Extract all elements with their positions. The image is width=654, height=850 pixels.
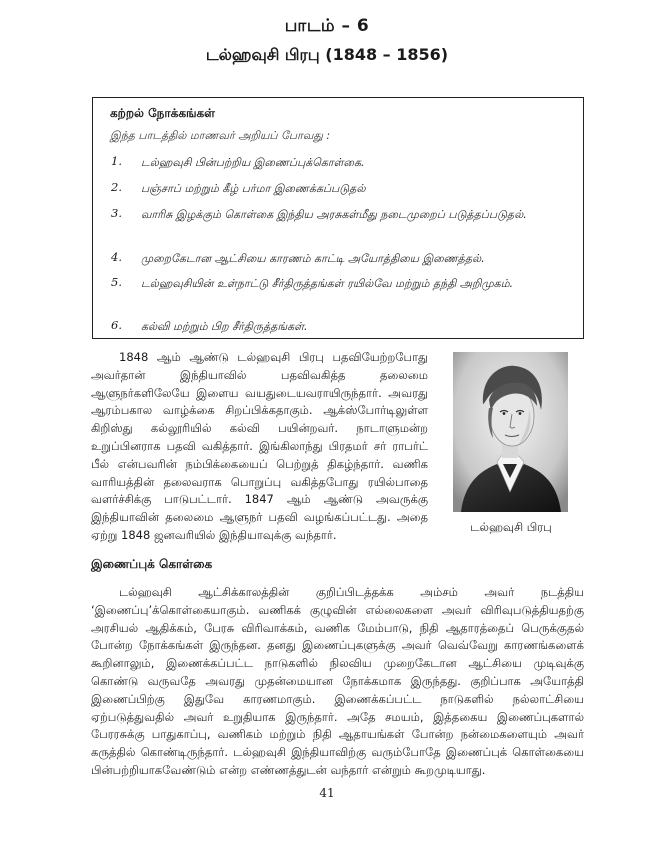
annexation-heading: இணைப்புக் கொள்கை [91, 557, 213, 571]
page-title: டல்ஹவுசி பிரபு (1848 – 1856) [205, 45, 449, 64]
objectives-heading: கற்றல் நோக்கங்கள் [110, 106, 216, 120]
objective-text: கல்வி மற்றும் பிற சீர்திருத்தங்கள். [141, 320, 308, 333]
objective-text: வாரிசு இழக்கும் கொள்கை இந்திய அரசுகள்மீது நடைமுறைப் படுத்தப்படுதல். [141, 208, 527, 221]
objective-number: 3. [111, 206, 122, 220]
portrait-caption: டல்ஹவுசி பிரபு [470, 520, 552, 534]
objective-text: டல்ஹவுசியின் உள்நாட்டு சீர்திருத்தங்கள் ரயில்வே மற்றும் தந்தி அறிமுகம். [141, 277, 514, 290]
objectives-intro: இந்த பாடத்தில் மாணவர் அறியப் போவது : [110, 129, 331, 142]
learning-objectives-box [92, 97, 584, 339]
page-number: 41 [319, 786, 335, 800]
intro-paragraph: 1848 ஆம் ஆண்டு டல்ஹவுசி பிரபு பதவியேற்றபோது அவர்தான் இந்தியாவில் பதவிவகித்த தலைமை ஆளுநர்களிலேயே இளைய வயதுடையவராயிருந்தார். அவரது ஆரம்பகால வாழ்க்கை சிறப்பிக்கதாகும். ஆக்ஸ்போர்டிலுள்ள கிறிஸ்து கல்லூரியில் கல்வி பயின்றவர். நாடாளுமன்ற உறுப்பினராக பதவி வகித்தார். இங்கிலாந்து பிரதமர் சர் ராபர்ட் பீல் என்பவரின் நம்பிக்கையைப் பெற்றுத் திகழ்ந்தார். வணிக வாரியத்தின் தலைவராக பொறுப்பு வகித்தபோது ரயில்பாதை வளர்ச்சிக்கு பாடுபட்டார். 1847 ஆம் ஆண்டு அவருக்கு இந்தியாவின் தலைமை ஆளுநர் பதவி வழங்கப்பட்டது. அதை ஏற்று 1848 ஜனவரியில் இந்தியாவுக்கு வந்தார். [91, 350, 428, 542]
objective-number: 1. [111, 154, 122, 168]
dalhousie-portrait-image [453, 352, 568, 512]
objective-text: முறைகேடான ஆட்சியை காரணம் காட்டி அயோத்தியை இணைத்தல். [141, 252, 485, 265]
objective-text: பஞ்சாப் மற்றும் கீழ் பர்மா இணைக்கப்படுதல் [141, 182, 366, 195]
objective-number: 4. [111, 250, 122, 264]
objective-text: டல்ஹவுசி பின்பற்றிய இணைப்புக்கொள்கை. [141, 156, 365, 169]
objective-number: 2. [111, 180, 122, 194]
objective-number: 5. [111, 275, 122, 289]
lesson-number: பாடம் – 6 [284, 16, 370, 36]
objective-number: 6. [111, 318, 122, 332]
annexation-paragraph: டல்ஹவுசி ஆட்சிக்காலத்தின் குறிப்பிடத்தக்க அம்சம் அவர் நடத்திய ‘இணைப்பு’க்கொள்கையாகும். வணிகக் குழுவின் எல்லைகளை அவர் விரிவுபடுத்தியதற்கு அரசியல் ஆதிக்கம், பேரசு விரிவாக்கம், வணிக மேம்பாடு, நிதி ஆதாரத்தைப் பெருக்குதல் போன்ற நோக்கங்கள் இருந்தன. தனது இணைப்புகளுக்கு அவர் வெவ்வேறு காரணங்களைக் கூறினாலும், இணைக்கப்பட்ட நாடுகளில் நிலவிய முறைகேடான ஆட்சியை முடிவுக்கு கொண்டு வருவதே அவரது முதன்மையான நோக்கமாக இருந்தது. குறிப்பாக அயோத்தி இணைப்பிற்கு இதுவே காரணமாகும். இணைக்கப்பட்ட நாடுகளில் நல்லாட்சியை ஏற்படுத்துவதில் அவர் உறுதியாக இருந்தார். அதே சமயம், இத்தகைய இணைப்புகளால் பேரரசுக்கு பாதுகாப்பு, வணிகம் மற்றும் நிதி ஆதாயங்கள் போன்ற நன்மைகளையும் அவர் கருத்தில் கொண்டிருந்தார். டல்ஹவுசி இந்தியாவிற்கு வரும்போதே இணைப்புக் கொள்கையை பின்பற்றியாகவேண்டும் என்ற எண்ணத்துடன் வந்தார் என்றும் கூறமுடியாது. [91, 585, 584, 777]
